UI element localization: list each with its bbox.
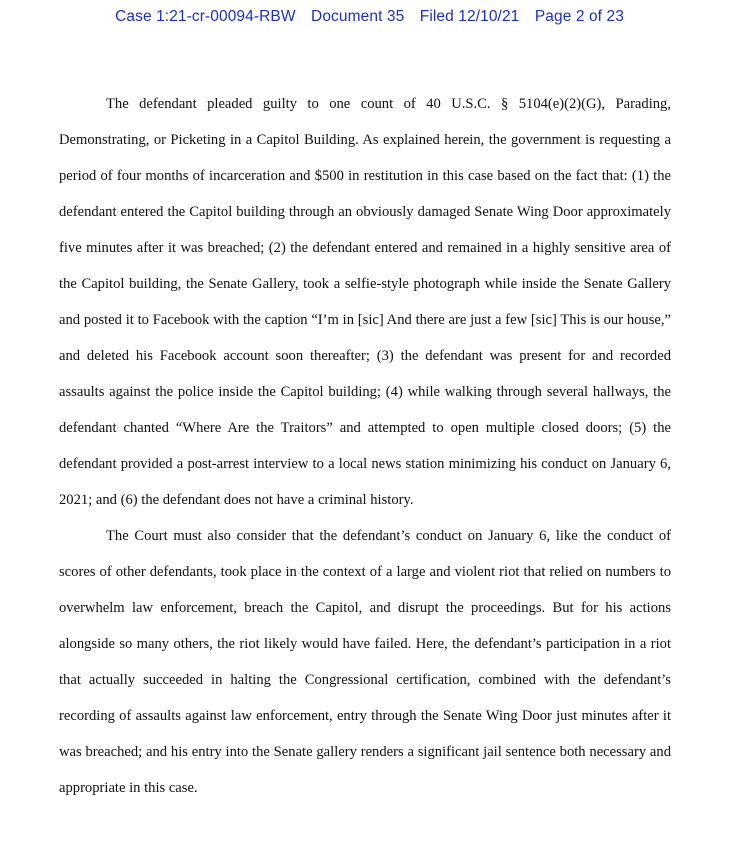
document-body <box>59 86 671 806</box>
paragraph-2: The Court must also consider that the defendant’s conduct on January 6, like the conduct of scores of other defendants, took place in the context of a large and violent riot that relied on numbers to overwhelm law enforcement, breach the Capitol, and disrupt the proceedings. But for his actions alongside so many others, the riot likely would have failed. Here, the defendant’s participation in a riot that actually succeeded in halting the Congressional certification, combined with the defendant’s recording of assaults against law enforcement, entry through the Senate Wing Door just minutes after it was breached; and his entry into the Senate gallery renders a significant jail sentence both necessary and appropriate in this case. <box>59 528 671 796</box>
paragraph-1: The defendant pleaded guilty to one count of 40 U.S.C. § 5104(e)(2)(G), Parading, Demonstrating, or Picketing in a Capitol Building. As explained herein, the government is requesting a period of four months of incarceration and $500 in restitution in this case based on the fact that: (1) the defendant entered the Capitol building through an obviously damaged Senate Wing Door approximately five minutes after it was breached; (2) the defendant entered and remained in a highly sensitive area of the Capitol building, the Senate Gallery, took a selfie-style photograph while inside the Senate Gallery and posted it to Facebook with the caption “I’m in [sic] And there are just a few [sic] This is our house,” and deleted his Facebook account soon thereafter; (3) the defendant was present for and recorded assaults against the police inside the Capitol building; (4) while walking through several hallways, the defendant chanted “Where Are the Traitors” and attempted to open multiple closed doors; (5) the defendant provided a post-arrest interview to a local news station minimizing his conduct on January 6, 2021; and (6) the defendant does not have a criminal history. <box>59 96 671 508</box>
case-header <box>0 8 739 26</box>
filed-date: Filed 12/10/21 <box>419 8 520 25</box>
document-number: Document 35 <box>311 8 405 25</box>
case-number: Case 1:21-cr-00094-RBW <box>115 8 296 25</box>
page-number: Page 2 of 23 <box>534 8 624 25</box>
